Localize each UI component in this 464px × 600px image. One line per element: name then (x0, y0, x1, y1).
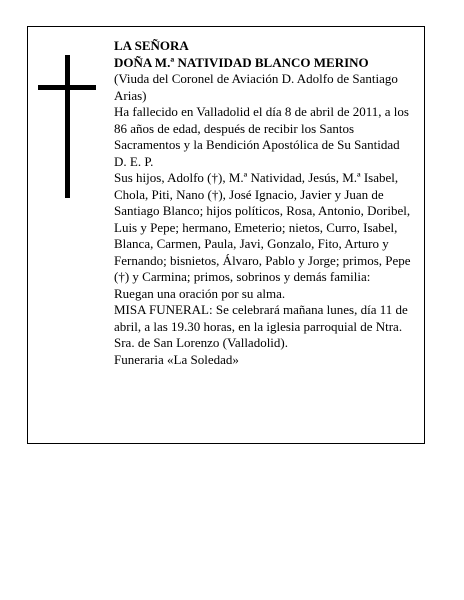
cross-icon (38, 55, 96, 198)
prayer-request: Ruegan una oración por su alma. (114, 285, 286, 301)
deceased-name: DOÑA M.ª NATIVIDAD BLANCO MERINO (114, 54, 369, 70)
funeral-home: Funeraria «La Soledad» (114, 351, 239, 367)
rest-in-peace: D. E. P. (114, 153, 154, 169)
notice-heading: LA SEÑORA (114, 38, 189, 53)
funeral-mass-info: MISA FUNERAL: Se celebrará mañana lunes, día 11 de abril, a las 19.30 horas, en la iglesia parroquial de Ntra. Sra. de San Lorenzo (Valladolid). (114, 302, 408, 350)
cross-horizontal-bar (38, 85, 96, 90)
obituary-text (114, 38, 414, 368)
widow-of-line: (Viuda del Coronel de Aviación D. Adolfo de Santiago Arias) (114, 71, 398, 103)
death-announcement: Ha fallecido en Valladolid el día 8 de abril de 2011, a los 86 años de edad, después de recibir los Santos Sacramentos y la Bendición Apostólica de Su Santidad (114, 104, 409, 152)
family-list: Sus hijos, Adolfo (†), M.ª Natividad, Jesús, M.ª Isabel, Chola, Piti, Nano (†), José Ignacio, Javier y Juan de Santiago Blanco; hijos políticos, Rosa, Antonio, Doribel, Luis y Pepe; hermano, Emeterio; nietos, Curro, Isabel, Blanca, Carmen, Paula, Javi, Gonzalo, Fito, Arturo y Fernando; bisnietos, Álvaro, Pablo y Jorge; primos, Pepe (†) y Carmina; primos, sobrinos y demás familia: (114, 170, 411, 284)
cross-vertical-bar (65, 55, 70, 198)
